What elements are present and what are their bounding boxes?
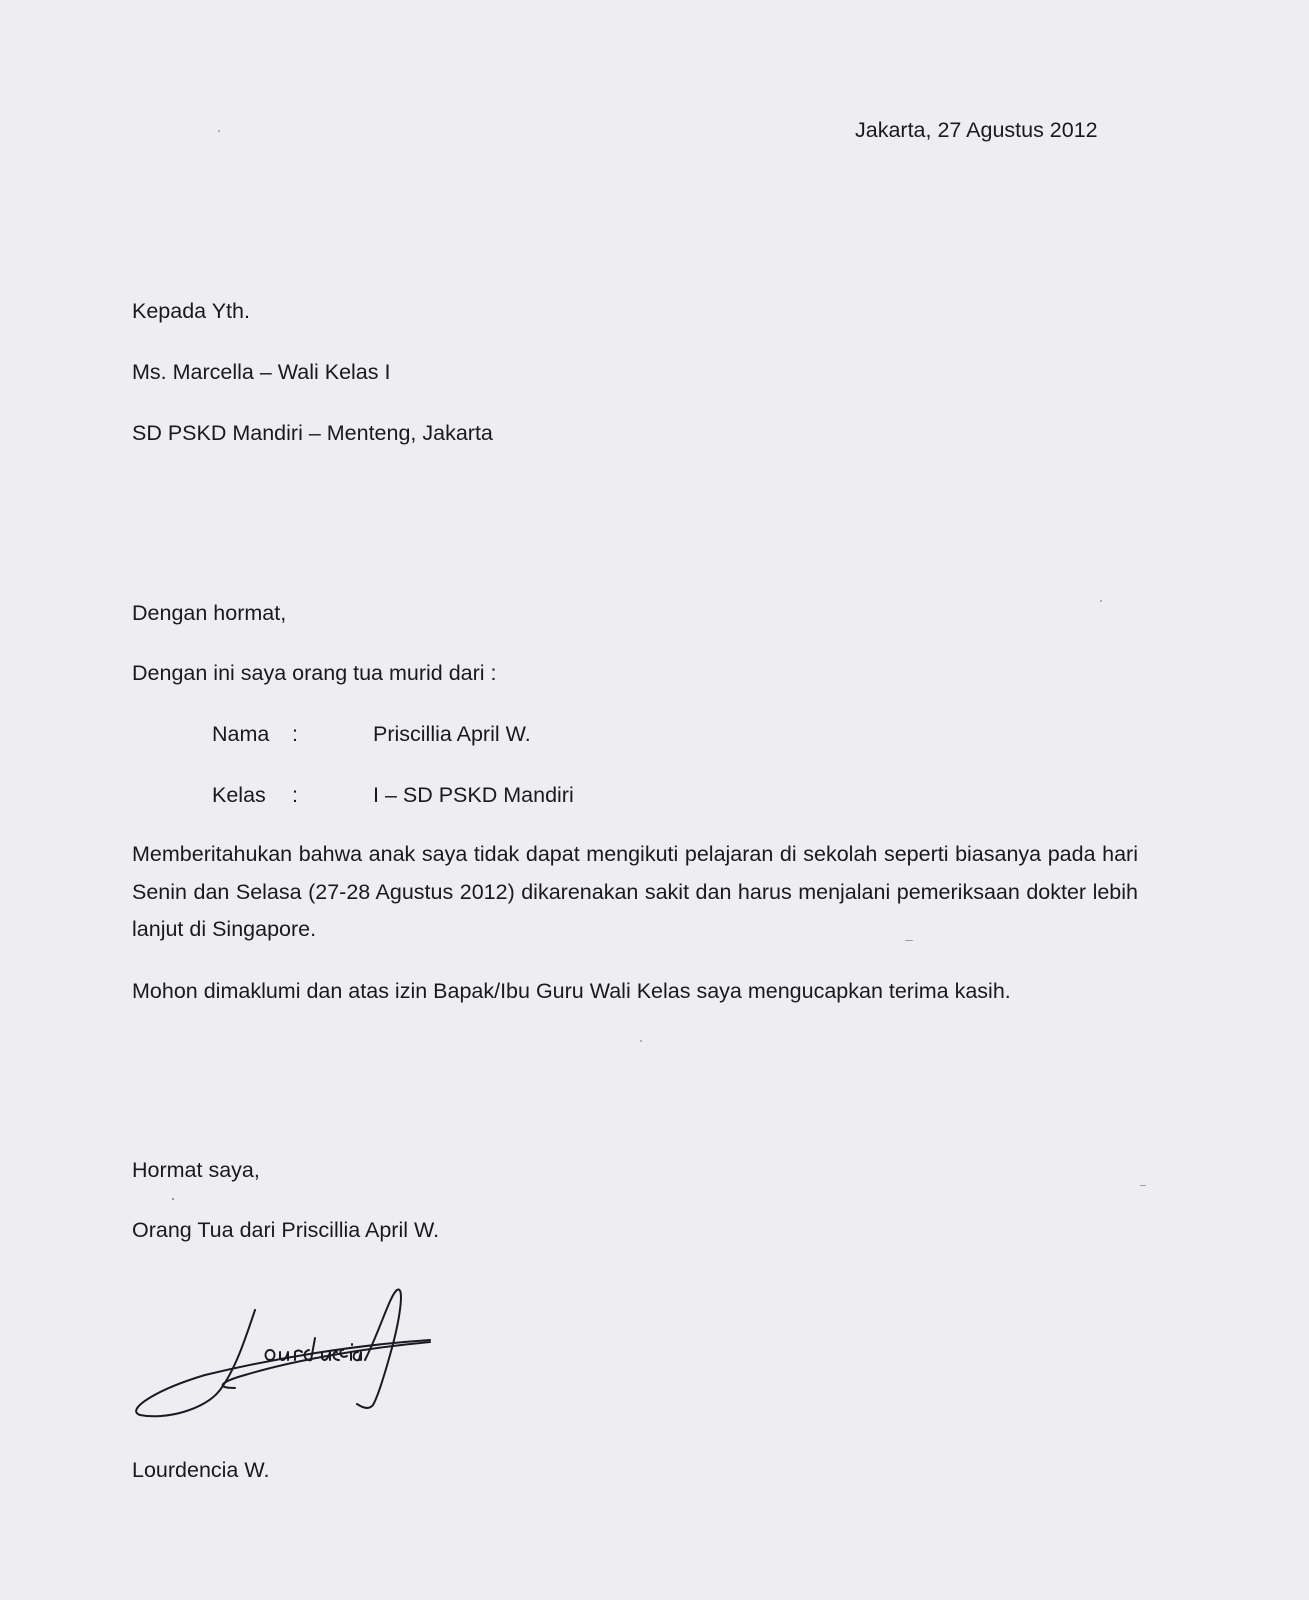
student-name-separator: : xyxy=(292,722,298,746)
closing: Hormat saya, xyxy=(132,1158,260,1182)
recipient-salutation: Kepada Yth. xyxy=(132,299,250,323)
scan-speck xyxy=(172,1198,174,1200)
student-class-separator: : xyxy=(292,783,298,807)
scan-speck xyxy=(218,130,220,132)
scan-speck xyxy=(640,1040,642,1042)
signature xyxy=(125,1280,445,1430)
student-name-label: Nama xyxy=(212,722,270,746)
body-paragraph: Memberitahukan bahwa anak saya tidak dapat mengikuti pelajaran di sekolah seperti biasanya pada hari Senin dan Selasa (27-28 Agustus 2012) dikarenakan sakit dan harus menjalani pemeriksaan dokter lebih lanjut di Singapore. xyxy=(132,842,1138,941)
sender-name: Lourdencia W. xyxy=(132,1458,270,1482)
scan-speck xyxy=(1140,1185,1146,1186)
recipient-name: Ms. Marcella – Wali Kelas I xyxy=(132,360,391,384)
letter-date: Jakarta, 27 Agustus 2012 xyxy=(855,118,1098,142)
student-class-label: Kelas xyxy=(212,783,266,807)
scan-speck xyxy=(1100,600,1102,602)
sender-role: Orang Tua dari Priscillia April W. xyxy=(132,1218,440,1242)
student-name-value: Priscillia April W. xyxy=(373,722,531,746)
scan-speck xyxy=(905,940,913,941)
intro-line: Dengan ini saya orang tua murid dari : xyxy=(132,661,497,685)
closing-paragraph: Mohon dimaklumi dan atas izin Bapak/Ibu Guru Wali Kelas saya mengucapkan terima kasih. xyxy=(132,979,1011,1003)
student-class-value: I – SD PSKD Mandiri xyxy=(373,783,574,807)
recipient-school: SD PSKD Mandiri – Menteng, Jakarta xyxy=(132,421,493,445)
greeting: Dengan hormat, xyxy=(132,601,287,625)
